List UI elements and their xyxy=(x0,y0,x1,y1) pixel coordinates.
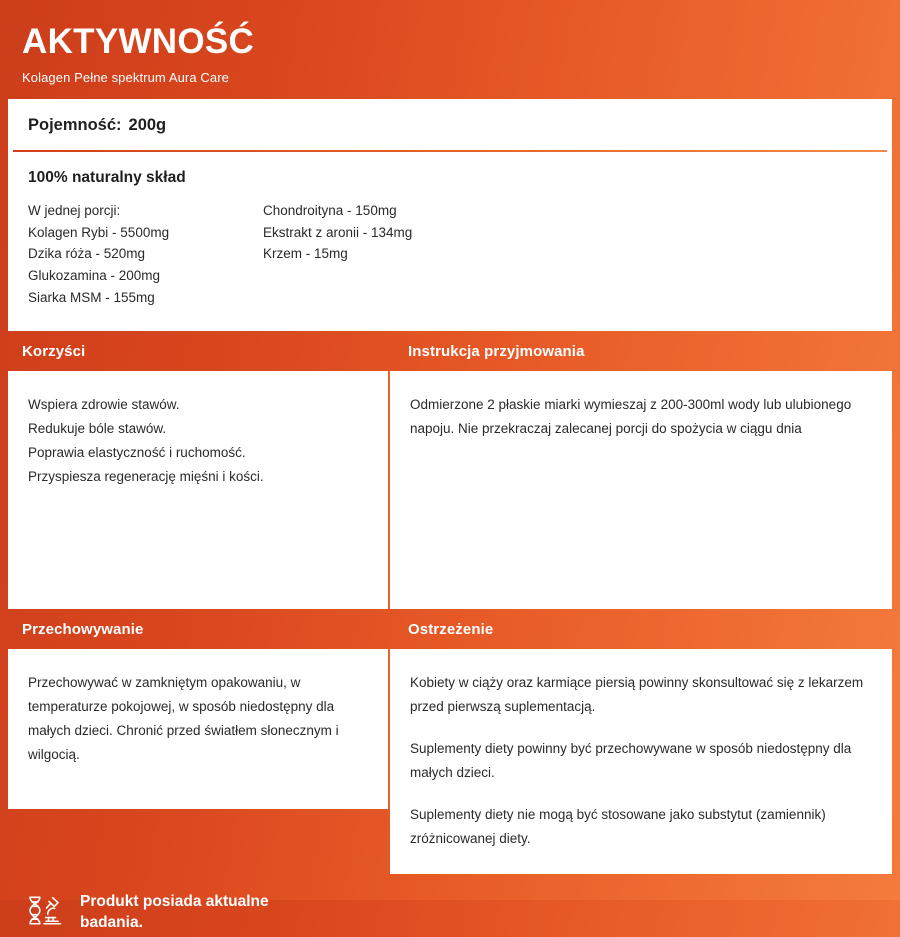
instructions-card xyxy=(390,371,892,609)
ingredient-line: Chondroityna - 150mg xyxy=(263,202,397,218)
benefits-list xyxy=(28,393,368,489)
badge-line-2: badania. xyxy=(80,913,143,931)
storage-heading: Przechowywanie xyxy=(22,620,144,638)
benefits-heading: Korzyści xyxy=(22,342,86,360)
instructions-text: Odmierzone 2 płaskie miarki wymieszaj z 200-300ml wody lub ulubionego napoju. Nie przekraczaj zalecanej porcji do spożycia w ciągu dnia xyxy=(410,397,852,437)
storage-warning-heading-band xyxy=(0,609,900,649)
capacity-value: 200g xyxy=(128,115,167,134)
storage-warning-row xyxy=(8,649,892,874)
benefit-item: Redukuje bóle stawów. xyxy=(28,421,167,437)
research-badge-text xyxy=(80,892,269,933)
ingredient-line: Ekstrakt z aronii - 134mg xyxy=(263,224,413,240)
instructions-heading: Instrukcja przyjmowania xyxy=(408,342,585,360)
composition-left-column xyxy=(28,200,263,309)
capacity-composition-card xyxy=(8,99,892,331)
composition-columns xyxy=(28,200,872,309)
ingredient-line: Glukozamina - 200mg xyxy=(28,268,161,284)
storage-text: Przechowywać w zamkniętym opakowaniu, w temperaturze pokojowej, w sposób niedostępny dla małych dzieci. Chronić przed światłem słonecznym i wilgocią. xyxy=(28,675,339,763)
storage-card xyxy=(8,649,388,809)
ingredient-line: Kolagen Rybi - 5500mg xyxy=(28,224,170,240)
page-title: AKTYWNOŚĆ xyxy=(22,22,255,61)
dna-microscope-icon xyxy=(24,894,64,932)
product-header xyxy=(0,0,900,99)
product-subtitle: Kolagen Pełne spektrum Aura Care xyxy=(22,69,229,85)
warning-paragraph: Suplementy diety nie mogą być stosowane jako substytut (zamiennik) zróżnicowanej diety. xyxy=(410,807,826,847)
ingredient-line: Dzika róża - 520mg xyxy=(28,246,146,262)
research-badge xyxy=(0,874,380,933)
benefit-item: Przyspiesza regenerację mięśni i kości. xyxy=(28,469,264,485)
ingredient-line: W jednej porcji: xyxy=(28,202,121,218)
badge-line-1: Produkt posiada aktualne xyxy=(80,893,269,911)
ingredient-line: Krzem - 15mg xyxy=(263,246,348,262)
ingredient-line: Siarka MSM - 155mg xyxy=(28,290,155,306)
composition-right-column xyxy=(263,200,412,309)
warning-card xyxy=(390,649,892,874)
warning-text xyxy=(410,671,872,851)
warning-paragraph: Suplementy diety powinny być przechowywane w sposób niedostępny dla małych dzieci. xyxy=(410,741,852,781)
capacity-row xyxy=(8,99,892,150)
warning-paragraph: Kobiety w ciąży oraz karmiące piersią powinny skonsultować się z lekarzem przed pierwszą suplementacją. xyxy=(410,675,864,715)
benefits-instructions-row xyxy=(8,371,892,609)
benefits-card xyxy=(8,371,388,609)
capacity-label: Pojemność: xyxy=(28,115,122,134)
benefits-instructions-heading-band xyxy=(0,331,900,371)
benefit-item: Wspiera zdrowie stawów. xyxy=(28,397,180,413)
composition-section xyxy=(8,152,892,331)
warning-heading: Ostrzeżenie xyxy=(408,620,494,638)
composition-title: 100% naturalny skład xyxy=(28,168,186,186)
benefit-item: Poprawia elastyczność i ruchomość. xyxy=(28,445,246,461)
